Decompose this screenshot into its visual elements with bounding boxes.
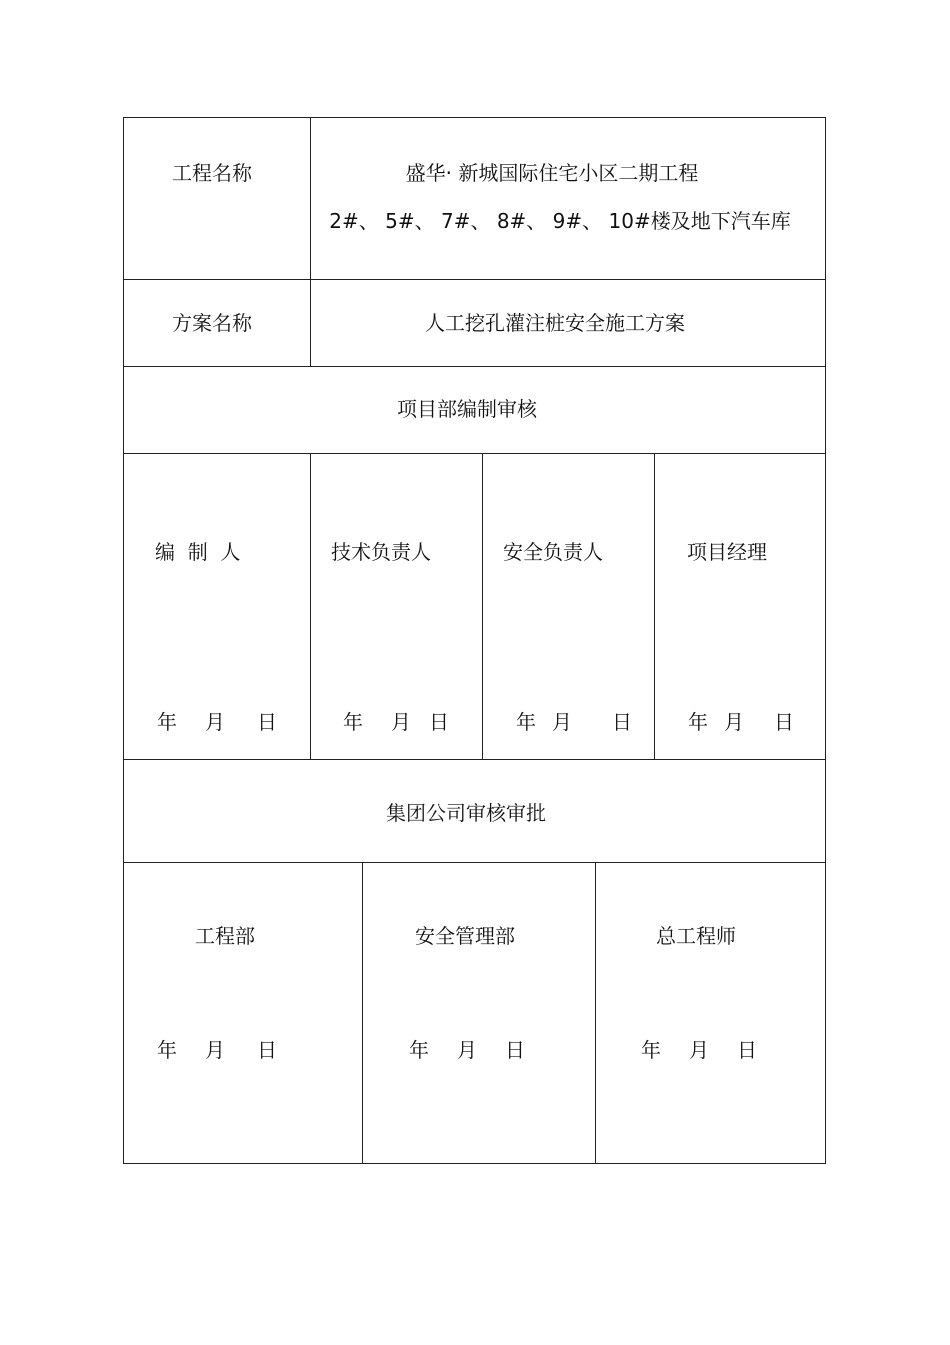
- role-safety-management-dept: 安全管理部: [415, 924, 515, 948]
- date-compiler: [157, 710, 277, 734]
- date-year: 年: [157, 1038, 177, 1062]
- role-project-manager: 项目经理: [687, 540, 767, 564]
- date-year: 年: [688, 710, 708, 734]
- row-divider: [123, 453, 826, 454]
- project-name-line1: 盛华· 新城国际住宅小区二期工程: [405, 161, 699, 185]
- date-day: 日: [505, 1038, 525, 1062]
- row-divider: [123, 759, 826, 760]
- date-month: 月: [391, 710, 411, 734]
- date-safety-lead: [516, 710, 632, 734]
- date-day: 日: [737, 1038, 757, 1062]
- project-name-line2: 2#、 5#、 7#、 8#、 9#、 10#楼及地下汽车库: [329, 209, 791, 233]
- approval-form-table: [123, 117, 826, 1164]
- date-day: 日: [257, 1038, 277, 1062]
- group-heading: 集团公司审核审批: [386, 801, 546, 825]
- scheme-name-label: 方案名称: [172, 311, 252, 335]
- column-divider: [595, 862, 596, 1164]
- project-name-label: 工程名称: [172, 161, 252, 185]
- column-divider: [310, 117, 311, 366]
- role-safety-lead: 安全负责人: [503, 540, 603, 564]
- row-divider: [123, 366, 826, 367]
- column-divider: [482, 453, 483, 759]
- column-divider: [362, 862, 363, 1164]
- column-divider: [654, 453, 655, 759]
- role-compiler: 编 制 人: [155, 540, 241, 564]
- date-year: 年: [343, 710, 363, 734]
- project-dept-heading: 项目部编制审核: [397, 397, 537, 421]
- date-engineering-dept: [157, 1038, 277, 1062]
- role-engineering-dept: 工程部: [195, 924, 255, 948]
- date-day: 日: [612, 710, 632, 734]
- row-divider: [123, 279, 826, 280]
- date-month: 月: [552, 710, 572, 734]
- date-month: 月: [457, 1038, 477, 1062]
- column-divider: [310, 453, 311, 759]
- date-day: 日: [429, 710, 449, 734]
- date-day: 日: [774, 710, 794, 734]
- date-project-manager: [688, 710, 794, 734]
- date-month: 月: [205, 710, 225, 734]
- date-safety-management-dept: [409, 1038, 525, 1062]
- date-year: 年: [516, 710, 536, 734]
- date-year: 年: [409, 1038, 429, 1062]
- date-day: 日: [257, 710, 277, 734]
- row-divider: [123, 862, 826, 863]
- date-month: 月: [689, 1038, 709, 1062]
- date-month: 月: [205, 1038, 225, 1062]
- date-year: 年: [641, 1038, 661, 1062]
- role-technical-lead: 技术负责人: [331, 540, 431, 564]
- role-chief-engineer: 总工程师: [656, 924, 736, 948]
- date-technical-lead: [343, 710, 449, 734]
- date-year: 年: [157, 710, 177, 734]
- date-chief-engineer: [641, 1038, 757, 1062]
- date-month: 月: [724, 710, 744, 734]
- scheme-name-value: 人工挖孔灌注桩安全施工方案: [425, 311, 685, 335]
